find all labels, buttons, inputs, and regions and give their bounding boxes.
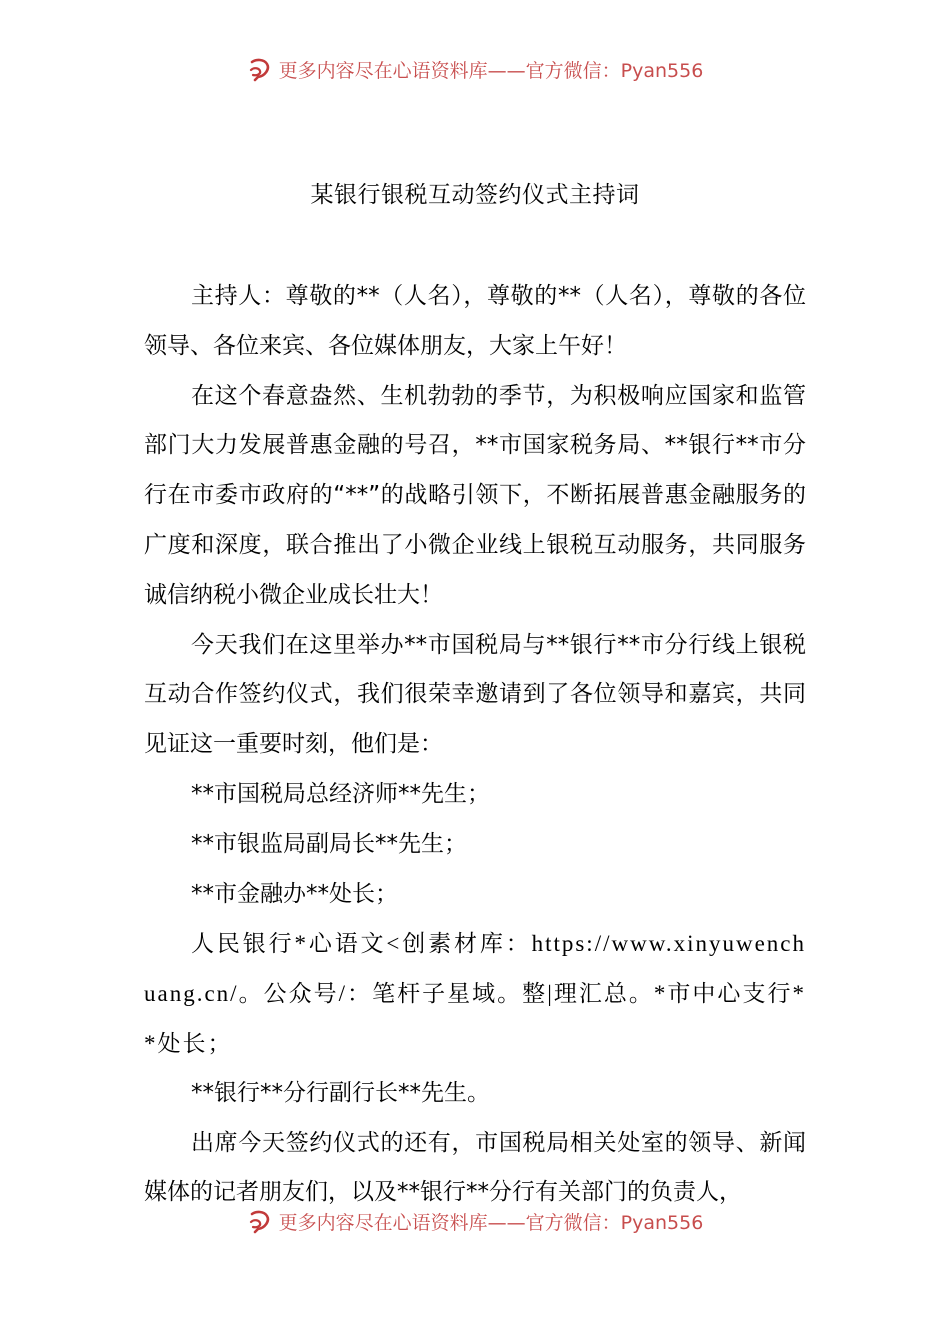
document-body bbox=[144, 272, 806, 1218]
guest-item: **市金融办**处长； bbox=[191, 880, 398, 907]
paragraph-greeting: 主持人：尊敬的**（人名），尊敬的**（人名），尊敬的各位领导、各位来宾、各位媒体朋友，大家上午好！ bbox=[144, 283, 806, 359]
guest-item: **银行**分行副行长**先生。 bbox=[191, 1079, 490, 1106]
document-title: 某银行银税互动签约仪式主持词 bbox=[310, 182, 640, 208]
guest-item: **市银监局副局长**先生； bbox=[191, 830, 467, 857]
brand-logo-icon bbox=[247, 56, 273, 82]
paragraph-attendees: 出席今天签约仪式的还有，市国税局相关处室的领导、新闻媒体的记者朋友们，以及**银行**分行有关部门的负责人， bbox=[144, 1129, 806, 1206]
brand-logo-icon bbox=[247, 1208, 273, 1234]
paragraph-introduction: 今天我们在这里举办**市国税局与**银行**市分行线上银税互动合作签约仪式，我们很荣幸邀请到了各位领导和嘉宾，共同见证这一重要时刻，他们是： bbox=[144, 631, 806, 758]
paragraph-background: 在这个春意盎然、生机勃勃的季节，为积极响应国家和监管部门大力发展普惠金融的号召，**市国家税务局、**银行**市分行在市委市政府的“**”的战略引领下，不断拓展普惠金融服务的广度和深度，联合推出了小微企业线上银税互动服务，共同服务诚信纳税小微企业成长壮大！ bbox=[144, 382, 806, 608]
guest-item: **市国税局总经济师**先生； bbox=[191, 780, 490, 807]
watermark-text: 更多内容尽在心语资料库——官方微信：Pyan556 bbox=[278, 59, 704, 82]
watermark-header bbox=[0, 54, 950, 84]
guest-item-with-source-note: 人民银行*心语文<创素材库：https://www.xinyuwenchuang.cn/。公众号/：笔杆子星域。整|理汇总。*市中心支行**处长； bbox=[144, 931, 806, 1056]
watermark-footer bbox=[0, 1206, 950, 1236]
watermark-text: 更多内容尽在心语资料库——官方微信：Pyan556 bbox=[278, 1211, 704, 1234]
